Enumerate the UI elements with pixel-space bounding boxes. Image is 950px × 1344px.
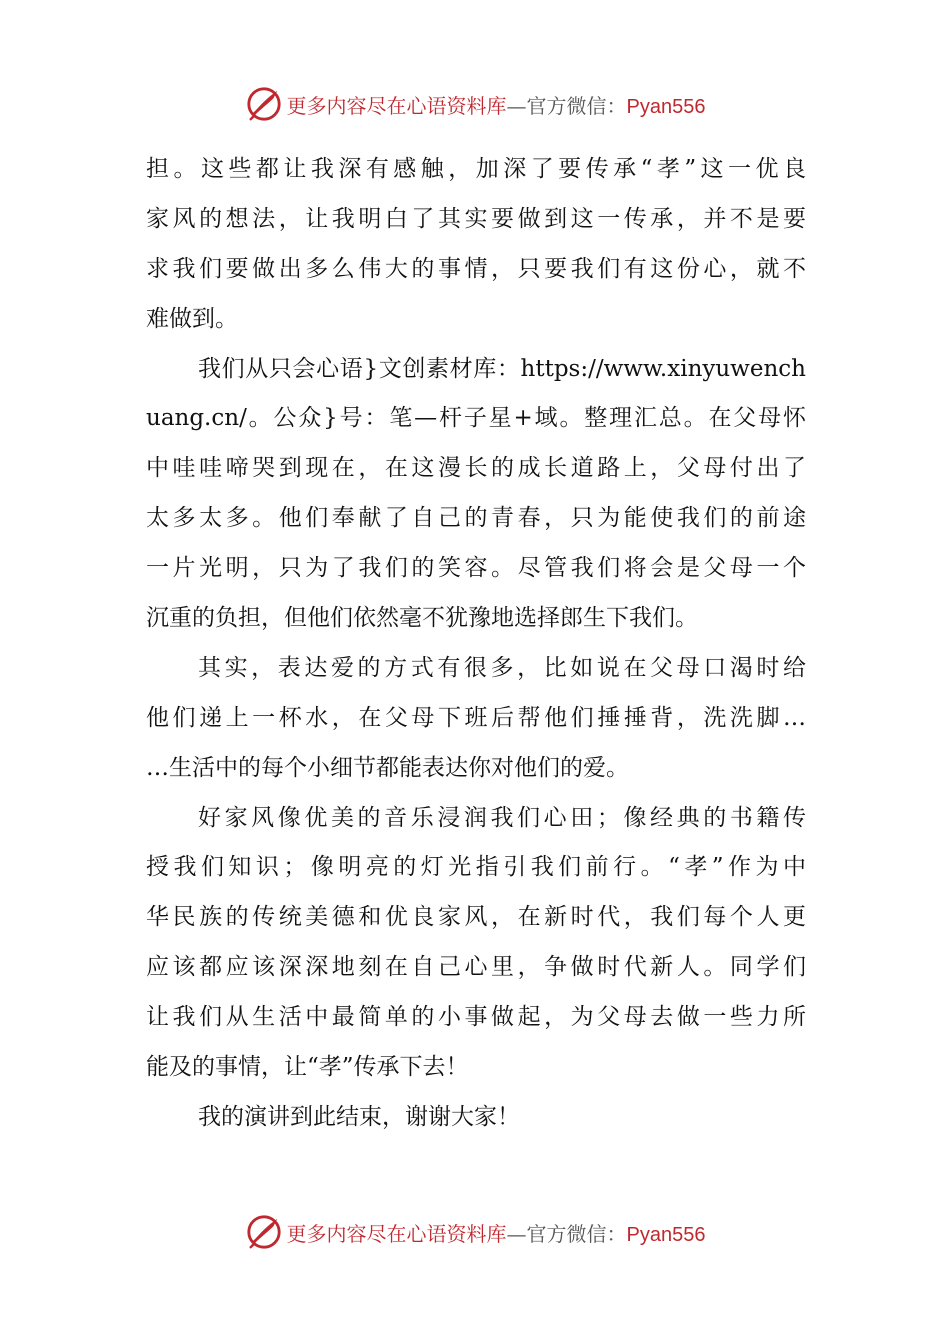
text-line: 应该都应该深深地刻在自己心里，争做时代新人。同学们 [146,954,806,981]
text-line: 沉重的负担，但他们依然毫不犹豫地选择郎生下我们。 [146,605,698,632]
text-line: 一片光明，只为了我们的笑容。尽管我们将会是父母一个 [146,555,806,582]
text-line: 能及的事情，让“孝”传承下去！ [146,1054,469,1081]
text-line: 求我们要做出多么伟大的事情，只要我们有这份心，就不 [146,255,806,282]
text-line: 华民族的传统美德和优良家风，在新时代，我们每个人更 [146,904,806,931]
text-line: 我们从只会心语}文创素材库：https://www.xinyuwench [198,355,806,382]
banner-text [287,90,706,119]
banner-text [287,1218,706,1247]
text-line: 家风的想法，让我明白了其实要做到这一传承，并不是要 [146,205,806,232]
banner-part1: 更多内容尽在心语资料库 [286,93,507,118]
pen-logo-icon [245,1213,283,1251]
text-line: 中哇哇啼哭到现在，在这漫长的成长道路上，父母付出了 [146,455,806,482]
text-line: 让我们从生活中最简单的小事做起，为父母去做一些力所 [146,1004,806,1031]
banner-wechat-id: Pyan556 [626,1223,706,1246]
text-line: 好家风像优美的音乐浸润我们心田；像经典的书籍传 [198,804,806,831]
text-line: 他们递上一杯水，在父母下班后帮他们捶捶背，洗洗脚… [146,704,806,731]
text-line: 授我们知识；像明亮的灯光指引我们前行。“孝”作为中 [146,854,806,881]
text-line: 太多太多。他们奉献了自己的青春，只为能使我们的前途 [146,505,806,532]
footer-banner [0,1207,950,1257]
pen-logo-icon [245,85,283,123]
banner-part2: —官方微信： [506,93,627,118]
text-line: 其实，表达爱的方式有很多，比如说在父母口渴时给 [198,654,806,681]
header-banner [0,79,950,129]
text-line: uang.cn/。公众}号：笔—杆子星+域。整理汇总。在父母怀 [146,405,806,432]
text-line: 担。这些都让我深有感触，加深了要传承“孝”这一优良 [146,156,806,182]
banner-part1: 更多内容尽在心语资料库 [286,1221,507,1246]
text-line: …生活中的每个小细节都能表达你对他们的爱。 [146,754,629,781]
text-line: 我的演讲到此结束，谢谢大家！ [198,1103,520,1130]
banner-wechat-id: Pyan556 [626,95,706,118]
banner-part2: —官方微信： [506,1221,627,1246]
document-body [146,145,806,1143]
text-line: 难做到。 [146,305,238,332]
